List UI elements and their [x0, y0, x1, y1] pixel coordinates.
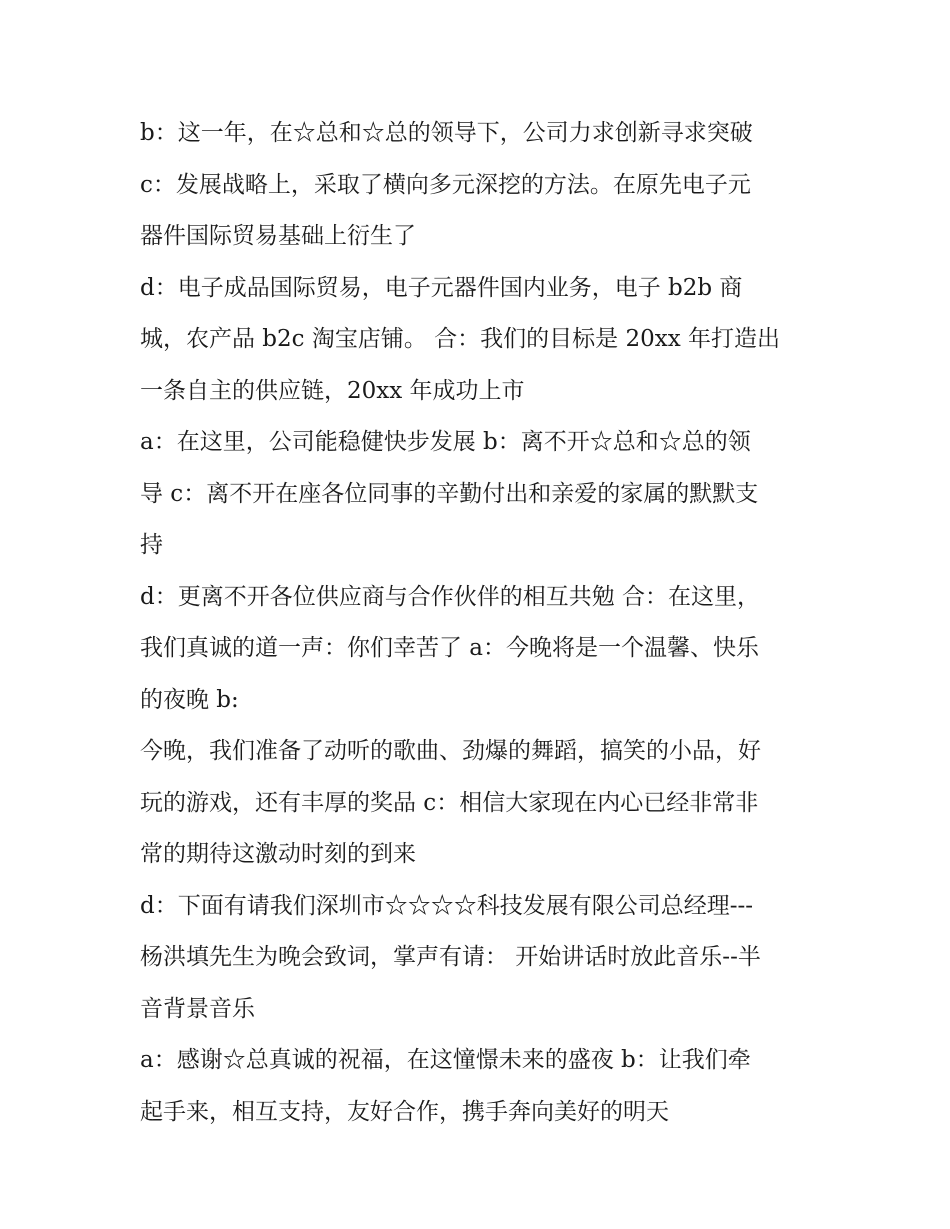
text-line: 玩的游戏，还有丰厚的奖品 c：相信大家现在内心已经非常非 [140, 789, 759, 816]
text-line: 一条自主的供应链，20xx 年成功上市 [140, 377, 525, 404]
text-line: 杨洪填先生为晚会致词，掌声有请： 开始讲话时放此音乐--半 [140, 944, 761, 970]
text-line: 音背景音乐 [140, 995, 255, 1022]
text-line: d：电子成品国际贸易，电子元器件国内业务，电子 b2b 商 [140, 274, 743, 301]
text-line: 今晚，我们准备了动听的歌曲、劲爆的舞蹈，搞笑的小品，好 [140, 738, 761, 764]
text-line: a：在这里，公司能稳健快步发展 b：离不开☆总和☆总的领 [140, 429, 751, 455]
text-line: b：这一年，在☆总和☆总的领导下，公司力求创新寻求突破 [140, 120, 753, 146]
text-line: 持 [140, 532, 163, 558]
document-body [140, 108, 820, 1138]
text-line: a：感谢☆总真诚的祝福，在这憧憬未来的盛夜 b：让我们牵 [140, 1047, 751, 1073]
text-line: 我们真诚的道一声：你们幸苦了 a：今晚将是一个温馨、快乐 [140, 635, 760, 661]
text-line: c：发展战略上，采取了横向多元深挖的方法。在原先电子元 [140, 171, 751, 198]
text-line: 常的期待这激动时刻的到来 [140, 841, 416, 867]
text-line: 导 c：离不开在座各位同事的辛勤付出和亲爱的家属的默默支 [140, 480, 759, 507]
text-line: d：更离不开各位供应商与合作伙伴的相互共勉 合：在这里， [140, 583, 761, 610]
text-line: d：下面有请我们深圳市☆☆☆☆科技发展有限公司总经理--- [140, 892, 754, 919]
text-line: 器件国际贸易基础上衍生了 [140, 223, 416, 249]
text-line: 城，农产品 b2c 淘宝店铺。 合：我们的目标是 20xx 年打造出 [140, 326, 781, 352]
text-line: 起手来，相互支持，友好合作，携手奔向美好的明天 [140, 1098, 669, 1125]
text-line: 的夜晚 b: [140, 686, 239, 713]
